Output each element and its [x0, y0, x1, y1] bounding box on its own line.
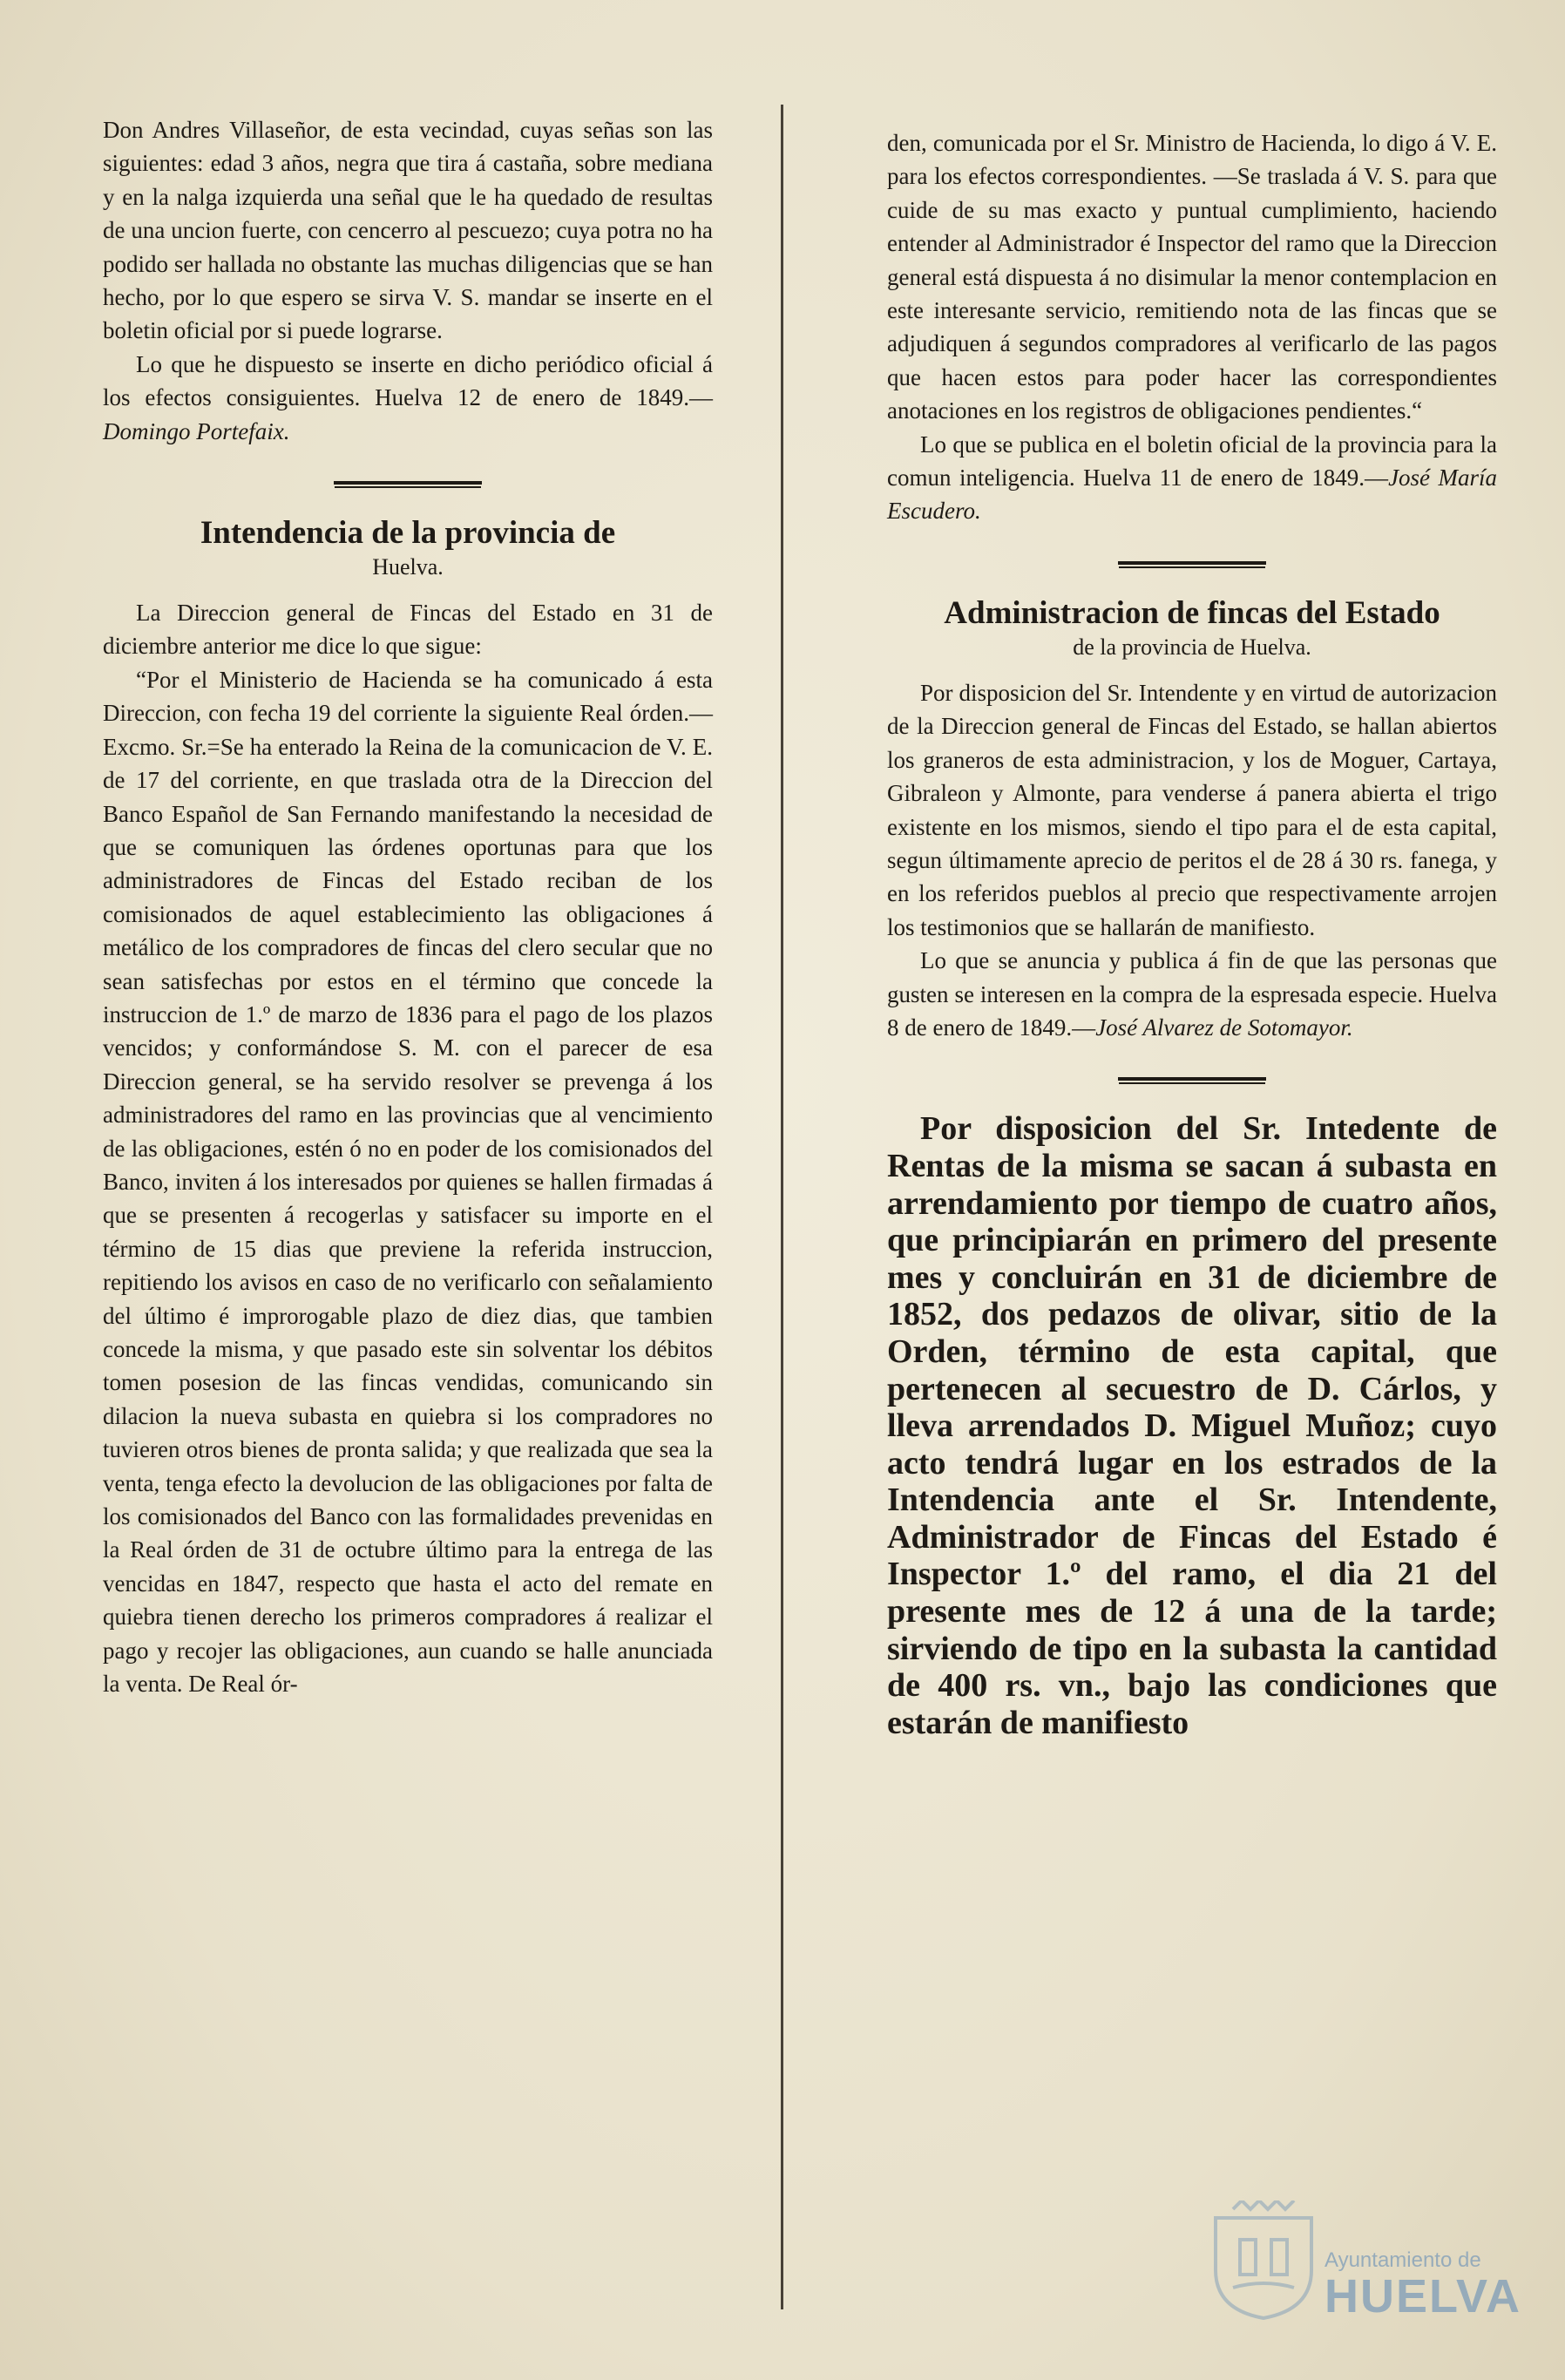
section-heading-administracion: Administracion de fincas del Estado: [944, 594, 1440, 631]
signature-escudero: José María Escudero.: [887, 464, 1497, 525]
right-paragraph-2: [887, 428, 1497, 528]
right-paragraph-1: den, comunicada por el Sr. Ministro de Hacienda, lo digo á V. E. para los efectos correspondientes. —Se traslada á V. S. para que cuide de su mas exacto y puntual cumplimiento, haciendo entender al Administrador é Inspector del ramo que la Direccion general está dispuesta á no disimular la menor contemplacion en este interesante servicio, remitiendo nota de las fincas que se adjudiquen á segundos compradores al verificarlo de las pagos que hacen estos para poder hacer las correspondientes anotaciones en los registros de obligaciones pendientes.“: [887, 130, 1497, 424]
auction-notice: Por disposicion del Sr. Intedente de Rentas de la misma se sacan á subasta en arrendamiento por tiempo de cuatro años, que principiarán en primero del presente mes y concluirán en 31 de diciembre de 1852, dos pedazos de olivar, sitio de la Orden, término de esta capital, que pertenecen al secuestro de D. Cárlos, y lleva arrendados D. Miguel Muñoz; cuyo acto tendrá lugar en los estrados de la Intendencia ante el Sr. Intendente, Administrador de Fincas del Estado é Inspector 1.º del ramo, el dia 21 del presente mes de 12 á una de la tarde; sirviendo de tipo en la subasta la cantidad de 400 rs. vn., bajo las condiciones que estarán de manifiesto: [887, 1110, 1497, 1741]
section-separator: [1118, 561, 1266, 565]
right-paragraph-2-text: Lo que se publica en el boletin oficial de la provincia para la comun inteligencia. Huelva 11 de enero de 1849.—: [887, 431, 1497, 492]
signature-portefaix: Domingo Portefaix.: [103, 417, 290, 444]
left-column: [103, 113, 713, 1700]
section-subheading-huelva: Huelva.: [372, 554, 444, 580]
watermark-line-2: HUELVA: [1324, 2270, 1521, 2322]
right-paragraph-4: [887, 944, 1497, 1044]
left-paragraph-3: La Direccion general de Fincas del Estado en 31 de diciembre anterior me dice lo que sigue:: [103, 600, 713, 660]
left-paragraph-2-text: Lo que he dispuesto se inserte en dicho periódico oficial á los efectos consiguientes. Huelva 12 de enero de 1849.—: [103, 350, 713, 411]
signature-sotomayor: José Alvarez de Sotomayor.: [1095, 1014, 1353, 1041]
left-paragraph-2: [103, 348, 713, 448]
right-column: [887, 126, 1497, 1741]
watermark-line-1: Ayuntamiento de: [1324, 2248, 1481, 2272]
section-heading-intendencia: Intendencia de la provincia de: [200, 515, 616, 552]
right-paragraph-3: Por disposicion del Sr. Intendente y en virtud de autorizacion de la Direccion general de Fincas del Estado, se hallan abiertos los graneros de esta administracion, y los de Moguer, Cartaya, Gibraleon y Almonte, para venderse á panera abierta el trigo existente en los mismos, siendo el tipo para el de esta capital, segun últimamente aprecio de peritos el de 28 á 30 rs. fanega, y en los referidos pueblos al precio que respectivamente arrojen los testimonios que se hallarán de manifiesto.: [887, 679, 1497, 940]
left-paragraph-4: “Por el Ministerio de Hacienda se ha comunicado á esta Direccion, con fecha 19 del corriente la siguiente Real órden.— Excmo. Sr.=Se ha enterado la Reina de la comunicacion de V. E. de 17 del corriente, en que traslada otra de la Direccion del Banco Español de San Fernando manifestando la necesidad de que se comuniquen las órdenes oportunas para que los administradores de Fincas del Estado reciban de los comisionados de aquel establecimiento las obligaciones á metálico de los compradores de fincas del clero secular que no sean satisfechas por estos en el término que concede la instruccion de 1.º de marzo de 1836 para el pago de los plazos vencidos; y conformándose S. M. con el parecer de esa Direccion general, se ha servido resolver se prevenga á los administradores del ramo en las provincias que al vencimiento de las obligaciones, estén ó no en poder de los comisionados del Banco, inviten á los interesados por quienes se hallen firmadas á que se presenten á recogerlas y satisfacer su importe en el término de 15 dias que previene la referida instruccion, repitiendo los avisos en caso de no verificarlo con señalamiento del último é improrogable plazo de diez dias, que tambien concede la misma, y que pasado este sin solventar los débitos tomen posesion de las fincas vendidas, comunicando sin dilacion la nueva subasta en quiebra si los compradores no tuvieren otros bienes de pronta salida; y que realizada que sea la venta, tenga efecto la devolucion de las obligaciones por falta de los comisionados del Banco con las formalidades prevenidas en la Real órden de 31 de octubre último para la entrega de las vencidas en 1847, respecto que hasta el acto del remate en quiebra tienen derecho los primeros compradores á realizar el pago y recojer las obligaciones, aun cuando se halle anunciada la venta. De Real ór-: [103, 666, 713, 1698]
section-separator: [334, 481, 482, 485]
section-separator: [1118, 1077, 1266, 1081]
column-divider: [781, 105, 783, 2309]
section-subheading-provincia: de la provincia de Huelva.: [1073, 634, 1311, 660]
right-paragraph-4-text: Lo que se anuncia y publica á fin de que las personas que gusten se interesen en la compra de la espresada especie. Huelva 8 de enero de 1849.—: [887, 947, 1497, 1041]
left-paragraph-1: Don Andres Villaseñor, de esta vecindad, cuyas señas son las siguientes: edad 3 años, negra que tira á castaña, sobre mediana y en la nalga izquierda una señal que le ha quedado de resultas de una uncion fuerte, con cencerro al pescuezo; cuya potra no ha podido ser hallada no obstante las muchas diligencias que se han hecho, por lo que espero se sirva V. S. mandar se inserte en el boletin oficial por si puede lograrse.: [103, 117, 713, 344]
